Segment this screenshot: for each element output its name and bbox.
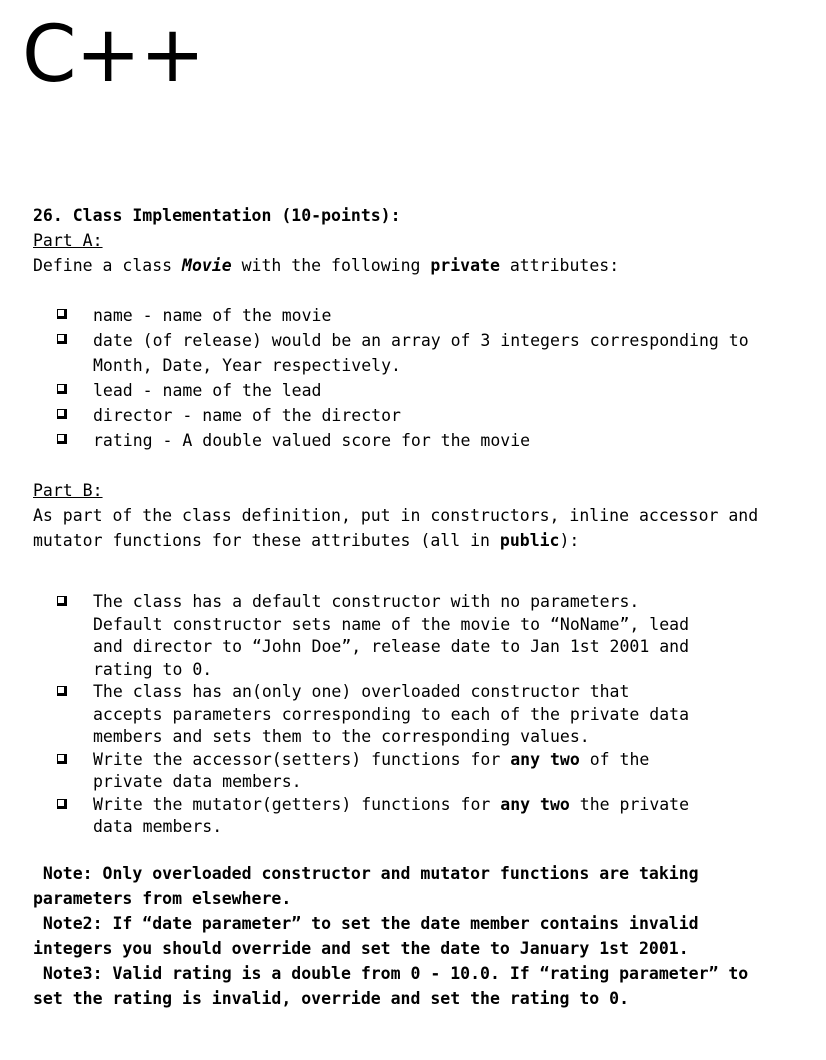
- list-item: [33, 591, 793, 681]
- note-1-line-2: parameters from elsewhere.: [33, 888, 292, 908]
- part-a-intro-2: with the following: [231, 256, 431, 275]
- part-b-intro-line-2: [33, 528, 793, 553]
- note-2-line-2: integers you should override and set the date to January 1st 2001.: [33, 938, 689, 958]
- list-item-text: The class has an(only one) overloaded constructor that: [93, 682, 630, 701]
- question-title: 26. Class Implementation (10-points):: [33, 206, 401, 225]
- part-a-intro-3: attributes:: [499, 256, 620, 275]
- note-2-line-1: Note2: If “date parameter” to set the date member contains invalid: [33, 913, 699, 933]
- page-title: C++: [22, 10, 205, 100]
- list-item-text: lead - name of the lead: [93, 381, 322, 400]
- requirement-list: [33, 591, 793, 839]
- private-keyword: private: [430, 256, 500, 275]
- emphasis-any-two: any two: [500, 794, 570, 814]
- list-item: [33, 378, 793, 403]
- list-item: [33, 794, 793, 839]
- list-item-text: [93, 794, 793, 817]
- text-run: Write the accessor(setters) functions for: [93, 749, 511, 769]
- checkbox-bullet-icon: [57, 384, 67, 394]
- text-run: the private: [569, 794, 690, 814]
- part-b-intro-2-1: mutator functions for these attributes (all in: [33, 531, 500, 550]
- list-item: [33, 428, 793, 453]
- list-item-text: and director to “John Doe”, release date to Jan 1st 2001 and: [93, 637, 690, 656]
- list-item: [33, 681, 793, 749]
- public-keyword: public: [499, 531, 560, 550]
- checkbox-bullet-icon: [57, 686, 67, 696]
- list-item: [33, 403, 793, 428]
- spacer: [33, 278, 793, 303]
- spacer: [33, 453, 793, 478]
- checkbox-bullet-icon: [57, 434, 67, 444]
- list-item-text: The class has a default constructor with no parameters.: [93, 592, 640, 611]
- part-a-intro-1: Define a class: [33, 256, 183, 275]
- part-a-label: Part A:: [33, 231, 103, 250]
- list-item-text: director - name of the director: [93, 406, 401, 425]
- checkbox-bullet-icon: [57, 409, 67, 419]
- checkbox-bullet-icon: [57, 309, 67, 319]
- checkbox-bullet-icon: [57, 596, 67, 606]
- part-b-intro-2-2: ):: [559, 531, 580, 550]
- checkbox-bullet-icon: [57, 799, 67, 809]
- list-item: [33, 328, 793, 378]
- list-item-text: [93, 749, 793, 772]
- spacer: [33, 839, 793, 861]
- list-item-text: date (of release) would be an array of 3 integers corresponding to: [93, 331, 749, 350]
- class-name: Movie: [182, 256, 232, 275]
- attribute-list: [33, 303, 793, 453]
- list-item-text: members and sets them to the corresponding values.: [93, 727, 590, 746]
- notes: [33, 861, 793, 1011]
- note-3-line-2: set the rating is invalid, override and set the rating to 0.: [33, 988, 630, 1008]
- text-run: Write the mutator(getters) functions for: [93, 794, 501, 814]
- part-a-intro: [33, 253, 793, 278]
- checkbox-bullet-icon: [57, 754, 67, 764]
- list-item: [33, 303, 793, 328]
- checkbox-bullet-icon: [57, 334, 67, 344]
- list-item-text: Month, Date, Year respectively.: [93, 356, 401, 375]
- list-item-text: rating to 0.: [93, 659, 213, 679]
- spacer: [33, 553, 793, 566]
- part-b-label: Part B:: [33, 481, 103, 500]
- spacer: [33, 566, 793, 591]
- list-item-text: private data members.: [93, 772, 302, 791]
- text-run: of the: [579, 749, 650, 769]
- list-item-text: data members.: [93, 817, 223, 836]
- part-b-intro-line-1: As part of the class definition, put in constructors, inline accessor and: [33, 506, 759, 525]
- note-3-line-1: Note3: Valid rating is a double from 0 - 10.0. If “rating parameter” to: [33, 963, 749, 983]
- list-item-text: name - name of the movie: [93, 306, 332, 325]
- list-item-text: rating - A double valued score for the movie: [93, 431, 531, 450]
- list-item-text: accepts parameters corresponding to each of the private data: [93, 704, 690, 724]
- list-item: [33, 749, 793, 794]
- note-1-line-1: Note: Only overloaded constructor and mutator functions are taking: [33, 863, 699, 883]
- question-content: [33, 203, 793, 1011]
- list-item-text: Default constructor sets name of the movie to “NoName”, lead: [93, 614, 690, 634]
- emphasis-any-two: any two: [510, 749, 580, 769]
